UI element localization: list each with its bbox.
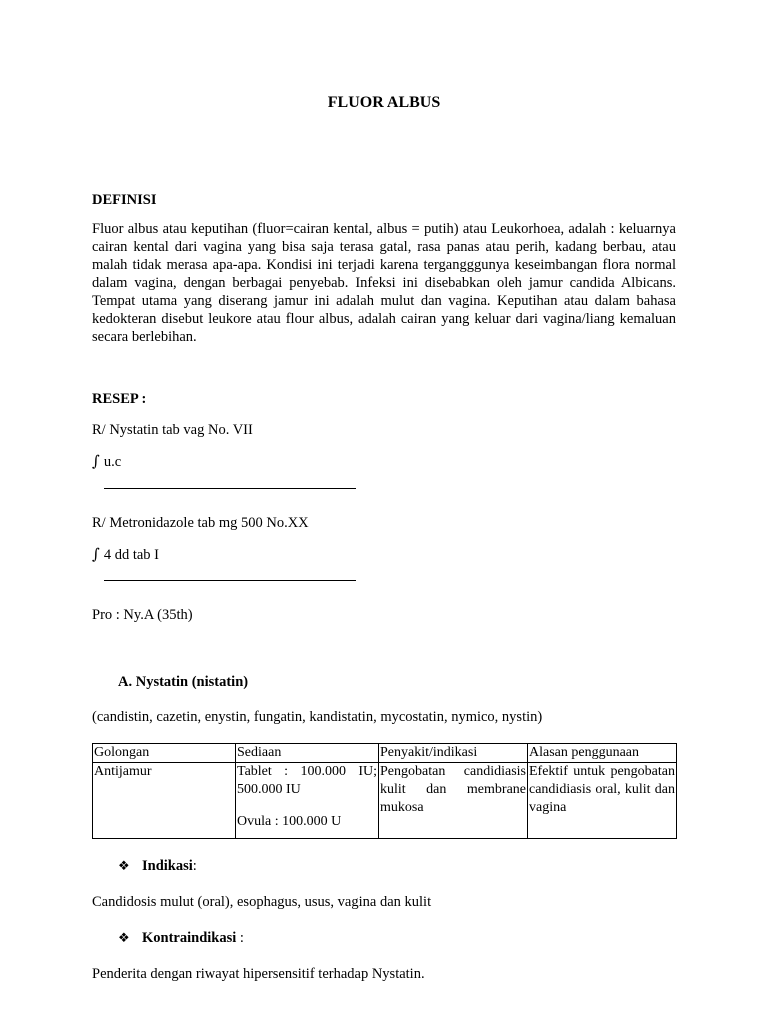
nystatin-table [92, 743, 677, 839]
recipe-heading: RESEP : [92, 391, 147, 407]
indikasi-text: Candidosis mulut (oral), esophagus, usus, vagina dan kulit [92, 894, 432, 910]
recipe-item-1: R/ Nystatin tab vag No. VII [92, 422, 253, 438]
signa-symbol: ∫ [92, 452, 100, 470]
table-header-row [93, 744, 677, 763]
recipe-signa-1 [92, 452, 676, 471]
table-cell-golongan: Antijamur [93, 763, 236, 839]
recipe-divider [104, 580, 356, 581]
table-row [93, 763, 677, 839]
table-cell-penyakit: Pengobatan candidiasis kulit dan membrane mukosa [379, 763, 528, 839]
kontraindikasi-heading [118, 929, 618, 947]
sediaan-tablet: Tablet : 100.000 IU; 500.000 IU [237, 764, 377, 797]
signa-symbol: ∫ [92, 545, 100, 563]
recipe-item-2: R/ Metronidazole tab mg 500 No.XX [92, 515, 309, 531]
signa-text: u.c [103, 454, 122, 470]
table-header-cell: Golongan [93, 744, 236, 763]
signa-text: 4 dd tab I [103, 547, 159, 563]
synonyms-text: (candistin, cazetin, enystin, fungatin, kandistatin, mycostatin, nymico, nystin) [92, 709, 543, 725]
definition-paragraph: Fluor albus atau keputihan (fluor=cairan kental, albus = putih) atau Leukorhoea, adalah : keluarnya cairan kental dari vagina yang bisa saja terasa gatal, rasa panas atau perih, kadang berbau, atau malah tidak merasa apa-apa. Kondisi ini terjadi karena tergangggunya keseimbangan flora normal dalam vagina, dengan berbagai penyebab. Infeksi ini disebabkan oleh jamur candida Albicans. Tempat utama yang diserang jamur ini adalah mulut dan vagina. Keputihan atau dalam bahasa kedokteran disebut leukore atau flour albus, adalah cairan yang keluar dari vagina/liang kemaluan secara berlebihan. [92, 221, 676, 345]
table-cell-sediaan [236, 763, 379, 839]
recipe-divider [104, 488, 356, 489]
table-header-cell: Alasan penggunaan [528, 744, 677, 763]
indikasi-heading [118, 857, 618, 875]
table-header-cell: Sediaan [236, 744, 379, 763]
table-cell-alasan: Efektif untuk pengobatan candidiasis oral, kulit dan vagina [528, 763, 677, 839]
section-a-heading: A. Nystatin (nistatin) [118, 674, 249, 690]
diamond-bullet-icon: ❖ [118, 930, 130, 945]
table-header-cell: Penyakit/indikasi [379, 744, 528, 763]
recipe-signa-2 [92, 545, 676, 564]
sediaan-ovula: Ovula : 100.000 U [237, 814, 342, 829]
kontraindikasi-label: Kontraindikasi [142, 930, 237, 946]
document-title: FLUOR ALBUS [327, 94, 441, 111]
indikasi-colon: : [192, 858, 197, 874]
diamond-bullet-icon: ❖ [118, 858, 130, 873]
kontraindikasi-text: Penderita dengan riwayat hipersensitif terhadap Nystatin. [92, 966, 425, 982]
kontraindikasi-colon: : [236, 930, 244, 946]
indikasi-label: Indikasi [142, 858, 193, 874]
definition-heading: DEFINISI [92, 192, 157, 208]
recipe-pro: Pro : Ny.A (35th) [92, 607, 193, 623]
